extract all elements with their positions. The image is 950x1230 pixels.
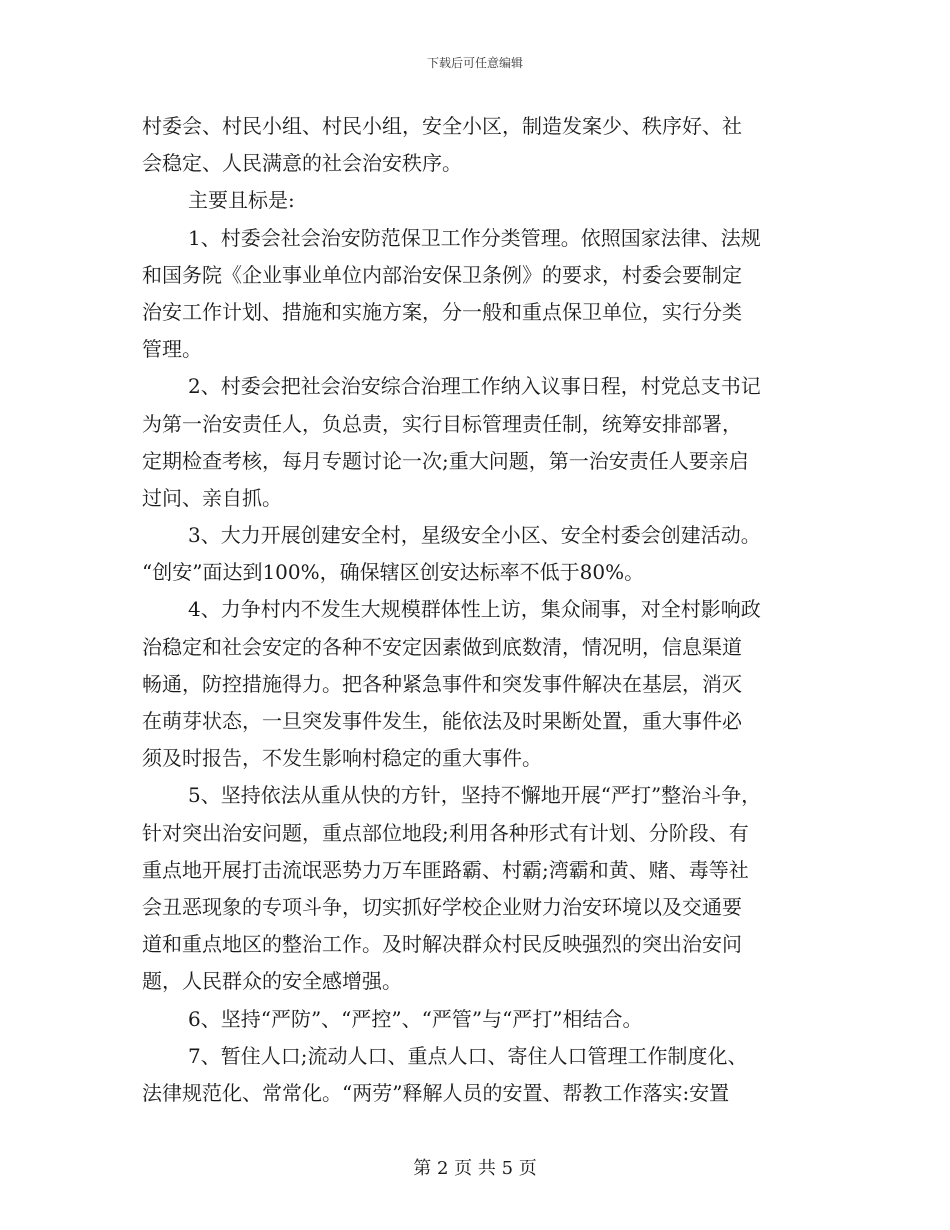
text-line: 会稳定、人民满意的社会治安秩序。 [142,151,462,176]
text-line: 会丑恶现象的专项斗争，切实抓好学校企业财力治安环境以及交通要 [142,894,742,919]
text-line: 道和重点地区的整治工作。及时解决群众村民反映强烈的突出治安问 [142,932,742,957]
text-line: 管理。 [142,337,202,362]
text-line: “创安”面达到100%，确保辖区创安达标率不低于80%。 [142,560,645,585]
text-line: 定期检查考核，每月专题讨论一次;重大问题，第一治安责任人要亲启 [142,448,749,473]
text-line: 和国务院《企业事业单位内部治安保卫条例》的要求，村委会要制定 [142,262,742,287]
text-line: 重点地开展打击流氓恶势力万车匪路霸、村霸;湾霸和黄、赌、毒等社 [142,857,749,882]
text-line: 3、大力开展创建安全村，星级安全小区、安全村委会创建活动。 [188,523,761,548]
text-line: 法律规范化、常常化。“两劳”释解人员的安置、帮教工作落实:安置 [142,1080,730,1105]
text-line: 4、力争村内不发生大规模群体性上访，集众闹事，对全村影响政 [188,597,761,622]
text-line: 6、坚持“严防”、“严控”、“严管”与“严打”相结合。 [188,1006,643,1031]
text-line: 在萌芽状态，一旦突发事件发生，能依法及时果断处置，重大事件必 [142,709,742,733]
text-line: 主要且标是: [188,188,295,213]
text-line: 1、村委会社会治安防范保卫工作分类管理。依照国家法律、法规 [188,225,761,250]
text-line: 治稳定和社会安定的各种不安定因素做到底数清，情况明，信息渠道 [142,634,742,659]
page-header-note: 下载后可任意编辑 [426,56,523,70]
text-line: 治安工作计划、措施和实施方案，分一般和重点保卫单位，实行分类 [142,299,742,324]
text-line: 村委会、村民小组、村民小组，安全小区，制造发案少、秩序好、社 [142,114,742,138]
document-body [142,108,822,1112]
page-number-footer: 第 2 页 共 5 页 [413,1158,537,1179]
text-line: 为第一治安责任人，负总责，实行目标管理责任制，统筹安排部署， [142,411,742,436]
text-line: 2、村委会把社会治安综合治理工作纳入议事日程，村党总支书记 [188,374,761,399]
text-line: 7、暂住人口;流动人口、重点人口、寄住人口管理工作制度化、 [188,1043,748,1068]
text-line: 须及时报告，不发生影响村稳定的重大事件。 [142,746,542,771]
text-line: 畅通，防控措施得力。把各种紧急事件和突发事件解决在基层，消灭 [142,671,742,696]
text-line: 题，人民群众的安全感增强。 [142,969,402,994]
text-line: 5、坚持依法从重从快的方针，坚持不懈地开展“严打”整治斗争， [188,783,762,808]
text-line: 针对突出治安问题，重点部位地段;利用各种形式有计划、分阶段、有 [142,820,749,845]
text-line: 过问、亲自抓。 [142,485,282,510]
